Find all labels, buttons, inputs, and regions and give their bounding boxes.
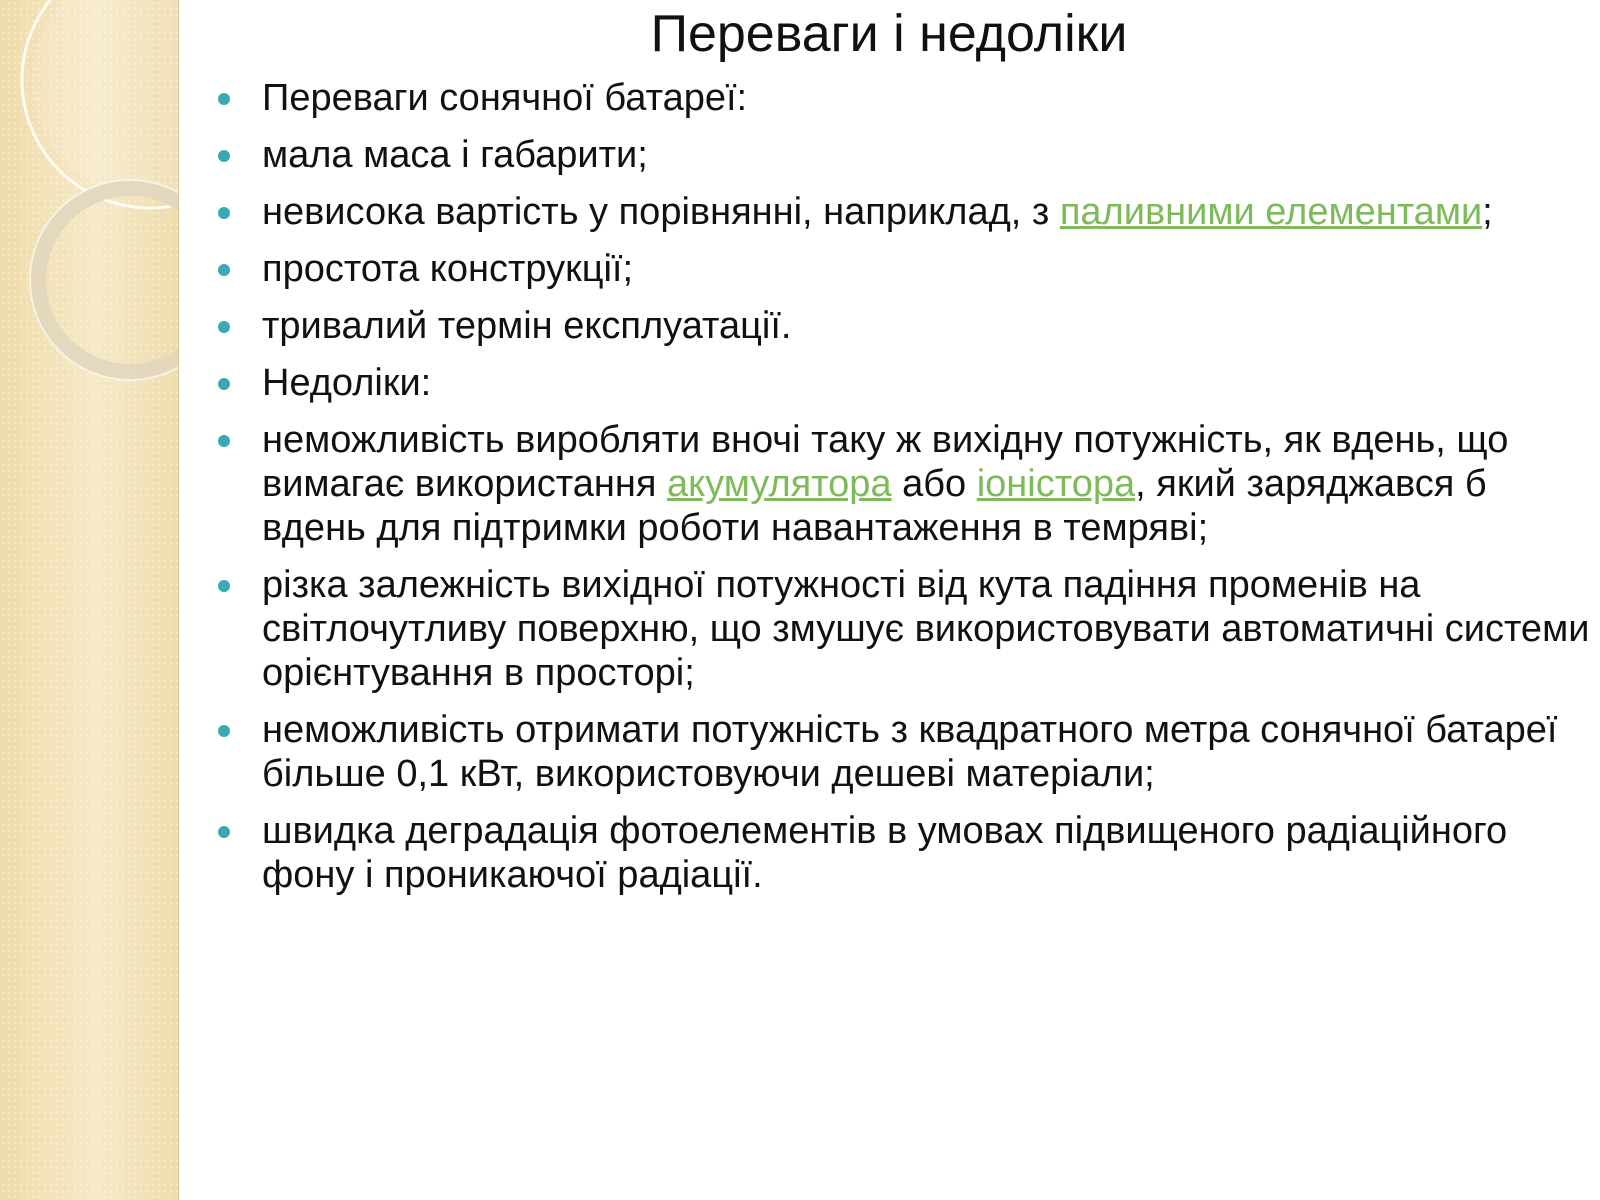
bullet-item [218, 361, 1593, 405]
bullet-text: , який заряджався б вдень для підтримки роботи навантаження в темряві; [262, 463, 1487, 549]
bullet-dot-icon [218, 321, 230, 333]
bullet-dot-icon [218, 207, 230, 219]
bullet-dot-icon [218, 378, 230, 390]
bullet-dot-icon [218, 580, 230, 592]
hyperlink[interactable]: паливними елементами [1059, 191, 1483, 233]
hyperlink[interactable]: іоністора [976, 463, 1136, 505]
bullet-dot-icon [218, 725, 230, 737]
bullet-item [218, 809, 1593, 897]
decorative-rings [0, 0, 178, 1200]
bullet-dot-icon [218, 435, 230, 447]
bullet-list [218, 76, 1593, 910]
hyperlink[interactable]: акумулятора [666, 463, 892, 505]
bullet-text: Переваги сонячної батареї: [262, 77, 748, 119]
bullet-item [218, 76, 1593, 120]
bullet-dot-icon [218, 264, 230, 276]
bullet-text: тривалий термін експлуатації. [262, 305, 792, 347]
bullet-text: швидка деградація фотоелементів в умовах підвищеного радіаційного фону і проникаючої радіації. [262, 810, 1508, 896]
slide-content [178, 0, 1600, 1200]
bullet-item [218, 133, 1593, 177]
bullet-dot-icon [218, 826, 230, 838]
slide-title: Переваги і недоліки [650, 5, 1128, 63]
bullet-text: неможливість отримати потужність з квадратного метра сонячної батареї більше 0,1 кВт, використовуючи дешеві матеріали; [262, 709, 1558, 795]
bullet-text: простота конструкції; [262, 248, 634, 290]
bullet-item [218, 563, 1593, 695]
bullet-text: неможливість виробляти вночі таку ж вихідну потужність, як вдень, що вимагає використання [262, 419, 1509, 505]
bullet-item [218, 708, 1593, 796]
bullet-item [218, 247, 1593, 291]
bullet-text: або [891, 463, 977, 505]
bullet-item [218, 190, 1593, 234]
bullet-item [218, 418, 1593, 550]
bullet-text: невисока вартість у порівнянні, наприклад, з [262, 191, 1060, 233]
bullet-dot-icon [218, 93, 230, 105]
bullet-text: ; [1482, 191, 1493, 233]
bullet-dot-icon [218, 150, 230, 162]
bullet-item [218, 304, 1593, 348]
bullet-text: різка залежність вихідної потужності від кута падіння променів на світлочутливу поверхню, що змушує використовувати автоматичні системи орієнтування в просторі; [262, 564, 1590, 694]
decorative-sidebar [0, 0, 179, 1200]
bullet-text: мала маса і габарити; [262, 134, 648, 176]
bullet-text: Недоліки: [262, 362, 432, 404]
